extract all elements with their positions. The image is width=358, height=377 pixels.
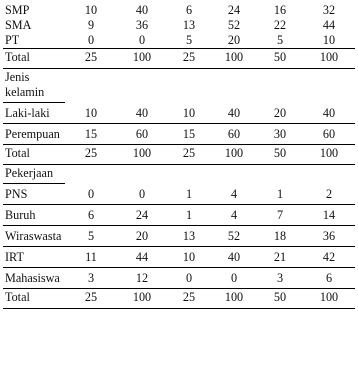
cell: 6 <box>65 205 117 226</box>
cell: 100 <box>211 145 257 165</box>
table-row <box>3 103 355 124</box>
table-row <box>3 18 355 33</box>
cell: 6 <box>303 268 355 289</box>
cell: 60 <box>211 124 257 145</box>
table-row <box>3 124 355 145</box>
cell: 0 <box>117 184 167 205</box>
cell: 24 <box>117 205 167 226</box>
cell: 10 <box>322 33 336 47</box>
cell: 60 <box>117 124 167 145</box>
document-page <box>3 2 355 309</box>
cell: 40 <box>211 247 257 268</box>
table-row <box>3 205 355 226</box>
cell: 10 <box>84 3 98 17</box>
cell: 3 <box>257 268 303 289</box>
cell: 3 <box>65 268 117 289</box>
cell: 40 <box>211 103 257 124</box>
cell: 5 <box>185 33 193 47</box>
cell: 21 <box>257 247 303 268</box>
cell: 40 <box>117 103 167 124</box>
cell: 25 <box>167 145 211 165</box>
cell: 40 <box>135 3 149 17</box>
cell: 36 <box>135 18 149 32</box>
cell: 30 <box>257 124 303 145</box>
row-label-irt: IRT <box>3 247 65 268</box>
section-header-occupation: Pekerjaan <box>3 165 65 184</box>
cell: 18 <box>257 226 303 247</box>
cell: 100 <box>117 145 167 165</box>
cell: 0 <box>167 268 211 289</box>
cell: 0 <box>138 33 146 47</box>
cell: 10 <box>167 247 211 268</box>
cell: 9 <box>87 18 95 32</box>
cell: 10 <box>167 103 211 124</box>
cell: 44 <box>322 18 336 32</box>
total-row <box>3 145 355 165</box>
cell: 7 <box>257 205 303 226</box>
cell: 40 <box>303 103 355 124</box>
cell: 52 <box>211 226 257 247</box>
cell: 50 <box>257 289 303 309</box>
table-row <box>3 226 355 247</box>
cell: 32 <box>322 3 336 17</box>
cell: 0 <box>87 33 95 47</box>
row-label-sma: SMA <box>5 18 32 32</box>
cell: 15 <box>65 124 117 145</box>
cell: 0 <box>65 184 117 205</box>
total-label: Total <box>3 145 65 165</box>
cell: 11 <box>65 247 117 268</box>
cell: 24 <box>227 3 241 17</box>
section-header-gender: Jenis kelamin <box>3 69 65 103</box>
cell: 20 <box>257 103 303 124</box>
row-label-laki-laki: Laki-laki <box>3 103 65 124</box>
cell: 42 <box>303 247 355 268</box>
total-label: Total <box>3 49 65 69</box>
row-label-pt: PT <box>5 33 20 47</box>
table-row <box>3 268 355 289</box>
cell: 2 <box>303 184 355 205</box>
cell: 14 <box>303 205 355 226</box>
cell: 15 <box>167 124 211 145</box>
cell: 6 <box>185 3 193 17</box>
cell: 50 <box>257 145 303 165</box>
cell: 13 <box>167 226 211 247</box>
cell: 20 <box>117 226 167 247</box>
cell: 0 <box>211 268 257 289</box>
row-label-buruh: Buruh <box>3 205 65 226</box>
section-header-row <box>3 69 355 103</box>
table-row <box>3 184 355 205</box>
cell: 44 <box>117 247 167 268</box>
cell: 25 <box>167 49 211 69</box>
cell: 25 <box>65 145 117 165</box>
cell: 60 <box>303 124 355 145</box>
demographic-table <box>3 2 355 309</box>
cell: 100 <box>303 145 355 165</box>
table-row <box>3 33 355 49</box>
cell: 13 <box>182 18 196 32</box>
row-label-perempuan: Perempuan <box>3 124 65 145</box>
cell: 5 <box>276 33 284 47</box>
cell: 4 <box>211 184 257 205</box>
cell: 22 <box>273 18 287 32</box>
cell: 25 <box>65 49 117 69</box>
row-label-mahasiswa: Mahasiswa <box>3 268 65 289</box>
cell: 36 <box>303 226 355 247</box>
row-label-smp: SMP <box>5 3 30 17</box>
total-row <box>3 49 355 69</box>
cell: 1 <box>167 205 211 226</box>
cell: 100 <box>303 49 355 69</box>
cell: 100 <box>117 49 167 69</box>
row-label-wiraswasta: Wiraswasta <box>3 226 65 247</box>
cell: 1 <box>167 184 211 205</box>
cell: 4 <box>211 205 257 226</box>
cell: 1 <box>257 184 303 205</box>
cell: 16 <box>273 3 287 17</box>
cell: 100 <box>211 49 257 69</box>
table-row <box>3 247 355 268</box>
row-label-pns: PNS <box>3 184 65 205</box>
total-label: Total <box>3 289 65 309</box>
cell: 52 <box>227 18 241 32</box>
total-row <box>3 289 355 309</box>
cell: 50 <box>257 49 303 69</box>
section-header-row <box>3 165 355 184</box>
cell: 100 <box>211 289 257 309</box>
cell: 20 <box>227 33 241 47</box>
cell: 10 <box>65 103 117 124</box>
table-row <box>3 2 355 18</box>
cell: 100 <box>117 289 167 309</box>
cell: 12 <box>117 268 167 289</box>
cell: 100 <box>303 289 355 309</box>
cell: 25 <box>167 289 211 309</box>
cell: 5 <box>65 226 117 247</box>
cell: 25 <box>65 289 117 309</box>
